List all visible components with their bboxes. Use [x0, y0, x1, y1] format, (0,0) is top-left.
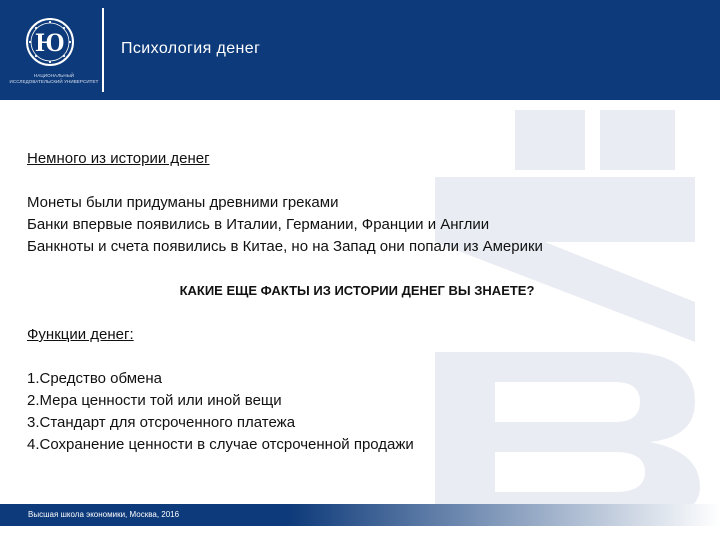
function-item: 1.Средство обмена [27, 370, 163, 387]
function-item: 2.Мера ценности той или иной вещи [27, 392, 282, 409]
footer-text: Высшая школа экономики, Москва, 2016 [28, 510, 180, 519]
history-line: Монеты были придуманы древними греками [27, 194, 339, 211]
function-item: 3.Стандарт для отсроченного платежа [27, 414, 296, 431]
discussion-question: КАКИЕ ЕЩЕ ФАКТЫ ИЗ ИСТОРИИ ДЕНЕГ ВЫ ЗНАЕТЕ? [179, 283, 535, 298]
header-divider [102, 8, 104, 92]
spacer [27, 346, 667, 368]
svg-text:Ю: Ю [35, 28, 65, 57]
spacer [27, 302, 667, 324]
spacer [27, 170, 667, 192]
history-line: Банкноты и счета появились в Китае, но на Запад они попали из Америки [27, 238, 543, 255]
function-item: 4.Сохранение ценности в случае отсроченной продажи [27, 436, 414, 453]
logo-caption: НАЦИОНАЛЬНЫЙ ИССЛЕДОВАТЕЛЬСКИЙ УНИВЕРСИТЕТ [9, 73, 99, 84]
slide-body [27, 148, 667, 456]
history-heading: Немного из истории денег [27, 150, 210, 167]
slide-footer [0, 504, 720, 526]
history-line: Банки впервые появились в Италии, Германии, Франции и Англии [27, 216, 490, 233]
slide-title: Психология денег [121, 40, 261, 57]
slide-header [0, 0, 720, 100]
spacer [27, 258, 667, 280]
functions-heading: Функции денег: [27, 326, 134, 343]
